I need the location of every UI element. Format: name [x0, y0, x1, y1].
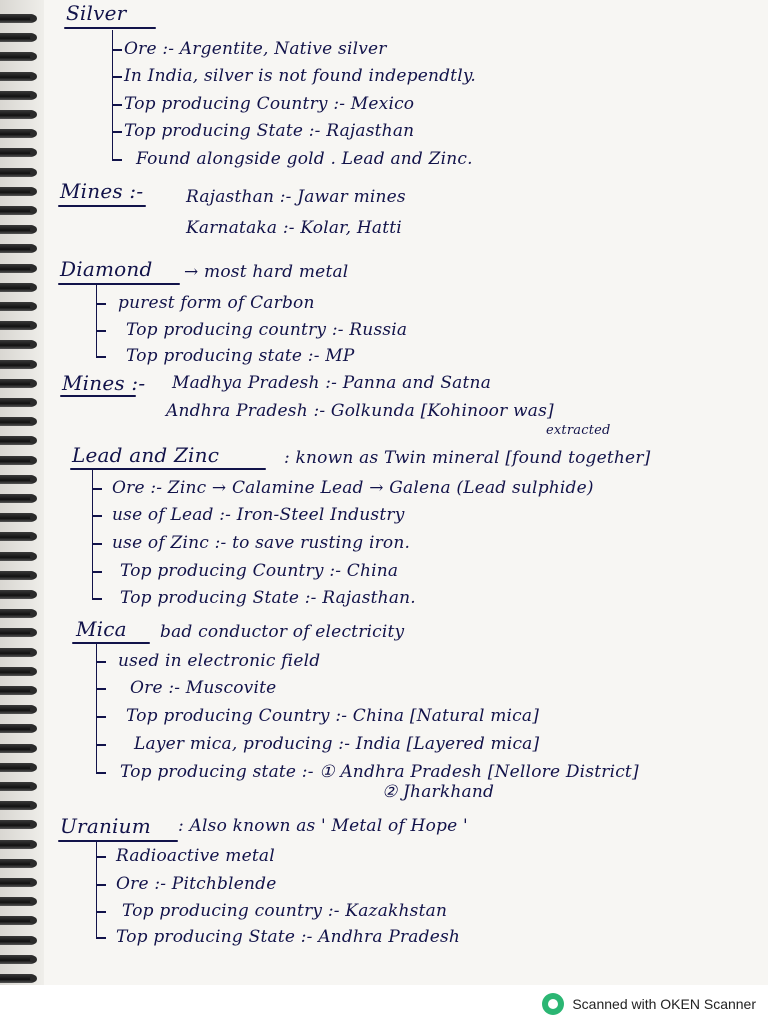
spiral-hole [30, 514, 37, 521]
spiral-hole [30, 610, 37, 617]
uranium-item: Ore :- Pitchblende [116, 874, 277, 894]
diamond-heading: Diamond [60, 257, 153, 281]
spiral-hole [30, 34, 37, 41]
diamond-item: Top producing country :- Russia [126, 320, 408, 340]
silver-item: Ore :- Argentite, Native silver [124, 39, 387, 59]
mica-item: Ore :- Muscovite [130, 678, 277, 698]
lead-zinc-item: use of Zinc :- to save rusting iron. [112, 533, 411, 553]
spiral-hole [30, 130, 37, 137]
spiral-hole [30, 265, 37, 272]
spiral-hole [30, 284, 37, 291]
scanner-logo-icon [542, 993, 564, 1015]
spiral-hole [30, 457, 37, 464]
silver-item: In India, silver is not found independtly. [124, 66, 477, 86]
uranium-note: : Also known as ' Metal of Hope ' [178, 816, 468, 836]
spiral-hole [30, 361, 37, 368]
scanner-watermark [542, 991, 756, 1017]
spiral-hole [30, 725, 37, 732]
uranium-item: Top producing State :- Andhra Pradesh [116, 927, 461, 947]
silver-mine-row: Karnataka :- Kolar, Hatti [186, 218, 402, 238]
diamond-note: → most hard metal [184, 262, 349, 282]
diamond-item: purest form of Carbon [118, 293, 315, 313]
spiral-hole [30, 649, 37, 656]
lead-zinc-item: Top producing State :- Rajasthan. [120, 588, 416, 608]
spiral-hole [30, 841, 37, 848]
spiral-hole [30, 207, 37, 214]
silver-item: Found alongside gold . Lead and Zinc. [136, 149, 473, 169]
mica-extra: ② Jharkhand [382, 782, 495, 802]
lead-zinc-note: : known as Twin mineral [found together] [284, 448, 651, 468]
spiral-hole [30, 553, 37, 560]
spiral-hole [30, 572, 37, 579]
spiral-hole [30, 92, 37, 99]
spiral-hole [30, 745, 37, 752]
scanner-text: Scanned with OKEN Scanner [572, 996, 756, 1012]
spiral-hole [30, 53, 37, 60]
spiral-hole [30, 917, 37, 924]
spiral-hole [30, 937, 37, 944]
lead-zinc-item: Top producing Country :- China [120, 561, 399, 581]
silver-item: Top producing State :- Rajasthan [124, 121, 415, 141]
spiral-hole [30, 418, 37, 425]
spiral-hole [30, 802, 37, 809]
silver-item: Top producing Country :- Mexico [124, 94, 415, 114]
spiral-hole [30, 629, 37, 636]
diamond-item: Top producing state :- MP [126, 346, 355, 366]
spiral-hole [30, 783, 37, 790]
uranium-item: Top producing country :- Kazakhstan [122, 901, 448, 921]
lead-zinc-heading: Lead and Zinc [72, 443, 220, 467]
spiral-hole [30, 764, 37, 771]
spiral-hole [30, 860, 37, 867]
uranium-heading: Uranium [60, 814, 151, 838]
spiral-hole [30, 476, 37, 483]
silver-mines-label: Mines :- [60, 179, 144, 203]
mica-item: used in electronic field [118, 651, 321, 671]
lead-zinc-item: use of Lead :- Iron-Steel Industry [112, 505, 405, 525]
spiral-hole [30, 879, 37, 886]
spiral-hole [30, 706, 37, 713]
spiral-hole [30, 437, 37, 444]
diamond-mine-extra: extracted [546, 423, 611, 438]
mica-item: Top producing Country :- China [Natural mica] [126, 706, 540, 726]
spiral-hole [30, 975, 37, 982]
spiral-hole [30, 341, 37, 348]
uranium-item: Radioactive metal [116, 846, 275, 866]
lead-zinc-item: Ore :- Zinc → Calamine Lead → Galena (Lead sulphide) [112, 478, 594, 498]
spiral-hole [30, 821, 37, 828]
spiral-binding [0, 0, 44, 985]
silver-mine-row: Rajasthan :- Jawar mines [186, 187, 406, 207]
spiral-hole [30, 245, 37, 252]
mica-item: Layer mica, producing :- India [Layered mica] [134, 734, 540, 754]
spiral-hole [30, 322, 37, 329]
spiral-hole [30, 380, 37, 387]
spiral-hole [30, 169, 37, 176]
spiral-hole [30, 149, 37, 156]
spiral-hole [30, 15, 37, 22]
scanner-footer [0, 985, 768, 1024]
spiral-hole [30, 226, 37, 233]
spiral-hole [30, 303, 37, 310]
diamond-mine-row: Andhra Pradesh :- Golkunda [Kohinoor was] [166, 401, 554, 421]
spiral-hole [30, 591, 37, 598]
spiral-hole [30, 188, 37, 195]
mica-heading: Mica [76, 617, 127, 641]
silver-heading-underline [64, 27, 156, 29]
spiral-hole [30, 668, 37, 675]
spiral-hole [30, 111, 37, 118]
spiral-hole [30, 495, 37, 502]
spiral-hole [30, 533, 37, 540]
diamond-mine-row: Madhya Pradesh :- Panna and Satna [172, 373, 492, 393]
mica-note: bad conductor of electricity [160, 622, 405, 642]
spiral-hole [30, 399, 37, 406]
spiral-hole [30, 73, 37, 80]
spiral-hole [30, 898, 37, 905]
silver-heading: Silver [66, 1, 127, 25]
mica-item: Top producing state :- ① Andhra Pradesh [Nellore District] [120, 762, 639, 782]
diamond-mines-label: Mines :- [62, 371, 146, 395]
spiral-hole [30, 956, 37, 963]
handwritten-notes [56, 0, 768, 985]
spiral-hole [30, 687, 37, 694]
